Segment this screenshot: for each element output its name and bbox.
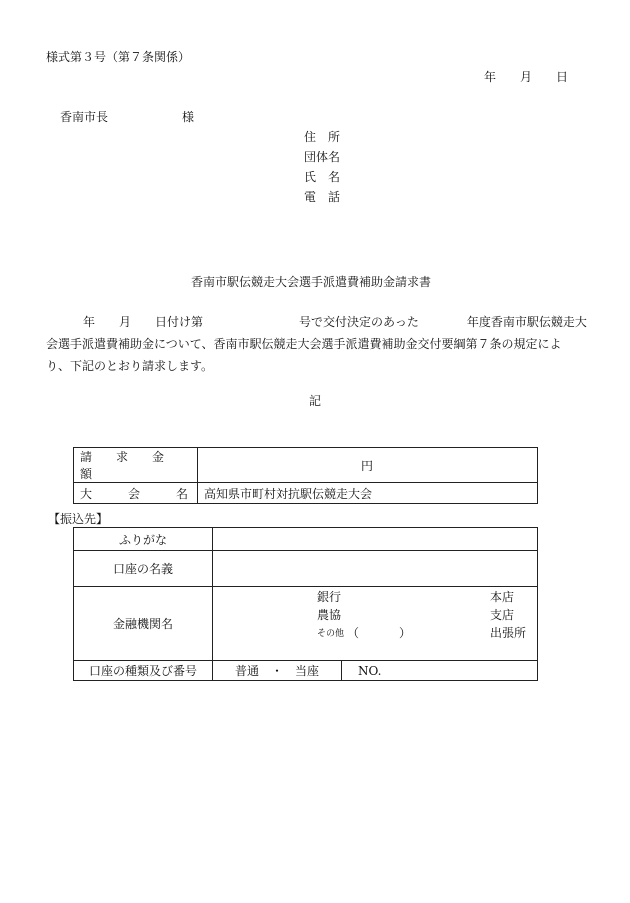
amount-row [74,448,538,483]
amount-label: 請 求 金 額 [74,448,198,483]
address-label: 住 所 [304,130,341,144]
addressee-honorific: 様 [182,110,195,124]
furigana-row [74,528,538,551]
date-line: 年 月 日 [484,70,569,84]
furigana-input[interactable] [213,528,538,551]
document-title: 香南市駅伝競走大会選手派遣費補助金請求書 [191,275,432,289]
body-paragraph [47,311,587,377]
institution-label: 金融機関名 [74,587,213,661]
other-option: その他 [317,629,345,639]
holder-row [74,551,538,587]
amount-unit[interactable]: 円 [198,448,538,483]
addressee-mayor: 香南市長 [60,110,109,124]
institution-cell[interactable] [213,587,538,661]
event-label: 大 会 名 [74,483,198,504]
claim-table [73,447,538,504]
other-paren-close: ） [399,626,412,640]
transfer-heading: 【振込先】 [48,512,109,526]
bank-table [73,527,538,681]
organization-label: 団体名 [304,150,341,164]
institution-options [213,587,537,660]
holder-label: 口座の名義 [74,551,213,587]
phone-label: 電 話 [304,190,341,204]
account-label: 口座の種類及び番号 [74,661,213,681]
body-line-2: 会選手派遣費補助金について、香南市駅伝競走大会選手派遣費補助金交付要綱第７条の規定によ [46,337,562,351]
furigana-label: ふりがな [74,528,213,551]
branch-option: 支店 [490,608,515,622]
bank-option: 銀行 [317,590,342,604]
event-value: 高知県市町村対抗駅伝競走大会 [198,483,538,504]
account-types[interactable]: 普通 ・ 当座 [213,661,342,681]
holder-input[interactable] [213,551,538,587]
account-row [74,661,538,681]
ki-label: 記 [309,394,322,408]
agri-option: 農協 [317,608,342,622]
body-line-1: 年 月 日付け第 号で交付決定のあった 年度香南市駅伝競走大 [47,315,587,329]
body-line-3: り、下記のとおり請求します。 [46,359,214,373]
account-number[interactable]: NO. [342,661,538,681]
head-office-option: 本店 [490,590,515,604]
other-paren-open: （ [347,626,360,640]
institution-row [74,587,538,661]
sub-office-option: 出張所 [490,626,527,640]
form-number: 様式第３号（第７条関係） [46,50,191,64]
name-label: 氏 名 [304,170,341,184]
event-row [74,483,538,504]
